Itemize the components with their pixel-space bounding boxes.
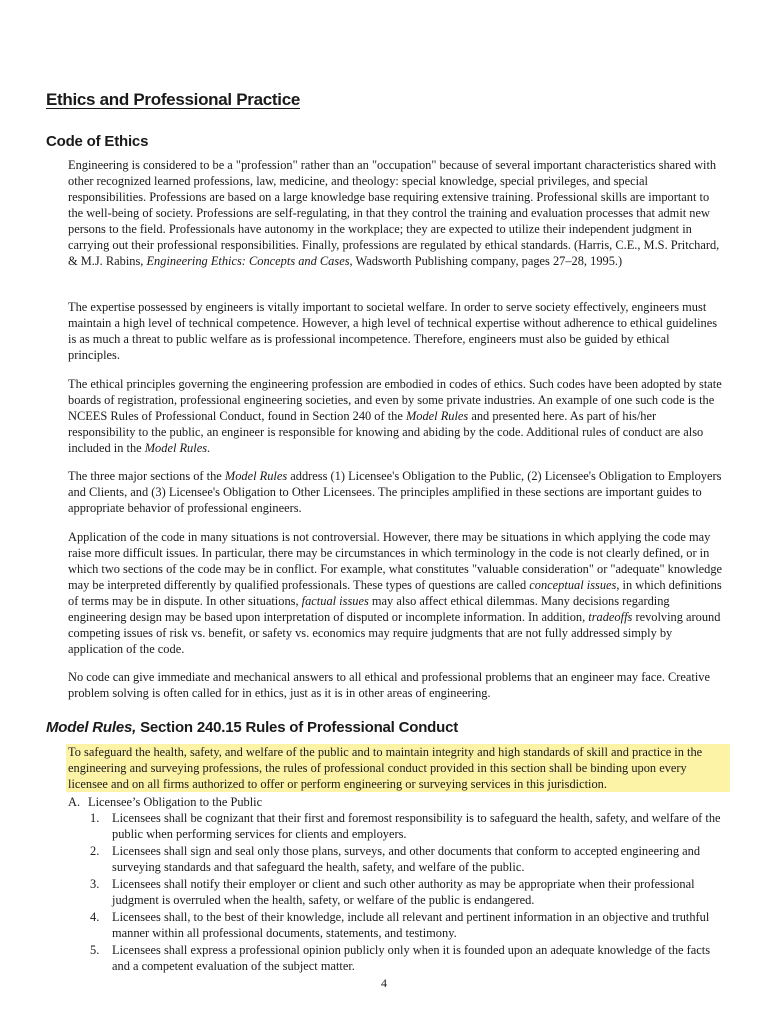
list-number: 4.	[90, 910, 100, 924]
heading-italic-part: Model Rules,	[46, 719, 137, 736]
section-heading-model-rules	[46, 719, 458, 736]
rules-list	[90, 810, 724, 975]
italic-term: tradeoffs	[588, 610, 633, 624]
subsection-letter: A.	[68, 795, 81, 809]
subsection-title: Licensee’s Obligation to the Public	[88, 795, 263, 809]
paragraph-text: Application of the code in many situations is not controversial. However, there may be situations in which applying the code may raise more difficult issues. In particular, there may be circumstances in which terminology in the code is not clearly defined, or in which two sections of the code may be in conflict. For example, what constitutes "valuable consideration" or "adequate" knowledge may be interpreted differently by qualified professionals. These types of questions are called	[68, 530, 723, 592]
page-title: Ethics and Professional Practice	[46, 90, 300, 109]
paragraph-text: and presented here. As part of his/her responsibility to the public, an engineer is responsible for knowing and abiding by the code. Additional rules of conduct are also included in the	[68, 409, 704, 455]
section-heading-code-of-ethics: Code of Ethics	[46, 133, 149, 150]
paragraph-text: address (1) Licensee's Obligation to the Public, (2) Licensee's Obligation to Employers and Clients, and (3) Licensee's Obligation to Other Licensees. The principles amplified in these sections are important guides to appropriate behavior of professional engineers.	[68, 469, 722, 515]
list-item-text: Licensees shall be cognizant that their first and foremost responsibility is to safeguard the health, safety, and welfare of the public when performing services for clients and employers.	[112, 811, 721, 841]
list-item	[90, 843, 724, 875]
paragraph-text: The ethical principles governing the engineering profession are embodied in codes of ethics. Such codes have been adopted by state boards of registration, professional engineering societies, and even by some private industries. An example of one such code is the NCEES Rules of Professional Conduct, found in Section 240 of the	[68, 377, 722, 423]
list-item-text: Licensees shall express a professional opinion publicly only when it is founded upon an adequate knowledge of the facts and a competent evaluation of the subject matter.	[112, 943, 711, 973]
italic-citation: Engineering Ethics: Concepts and Cases,	[146, 254, 353, 268]
paragraph	[68, 468, 724, 516]
paragraph	[68, 376, 724, 456]
italic-term: Model Rules	[144, 441, 208, 455]
italic-term: Model Rules	[405, 409, 469, 423]
paragraph-text: Wadsworth Publishing company, pages 27–28, 1995.)	[352, 254, 623, 268]
page-number: 4	[381, 976, 387, 990]
list-item	[90, 942, 724, 974]
paragraph-text: revolving around competing issues of risk vs. benefit, or safety vs. economics may require judgments that are not fully addressed simply by application of the code.	[68, 610, 721, 656]
heading-text-part: Section 240.15 Rules of Professional Conduct	[136, 719, 459, 736]
paragraph-text: , in which definitions of terms may be in dispute. In other situations,	[68, 578, 722, 608]
list-item-text: Licensees shall, to the best of their knowledge, include all relevant and pertinent information in an objective and truthful manner within all professional documents, statements, and testimony.	[112, 910, 710, 940]
list-item	[90, 876, 724, 908]
paragraph: The expertise possessed by engineers is vitally important to societal welfare. In order to serve society effectively, engineers must maintain a high level of technical competence. However, a high level of technical expertise without adherence to ethical guidelines is as much a threat to public welfare as is professional incompetence. Therefore, engineers must also be guided by ethical principles.	[68, 300, 718, 362]
italic-term: conceptual issues	[529, 578, 617, 592]
paragraph-text: .	[207, 441, 211, 455]
list-number: 3.	[90, 877, 100, 891]
highlighted-paragraph: To safeguard the health, safety, and welfare of the public and to maintain integrity and high standards of skill and practice in the engineering and surveying professions, the rules of professional conduct provided in this section shall be binding upon every licensee and on all firms authorized to offer or perform engineering or surveying services in this jurisdiction.	[66, 744, 730, 792]
list-number: 2.	[90, 844, 100, 858]
paragraph-text: may also affect ethical dilemmas. Many decisions regarding engineering design may be based upon interpretation of disputed or incomplete information. In addition,	[68, 594, 670, 624]
paragraph-text: The three major sections of the	[68, 469, 225, 483]
italic-term: factual issues	[301, 594, 369, 608]
list-item	[90, 810, 724, 842]
list-item-text: Licensees shall notify their employer or client and such other authority as may be appropriate when their professional judgment is overruled when the health, safety, or welfare of the public is endangered.	[112, 877, 695, 907]
list-item-text: Licensees shall sign and seal only those plans, surveys, and other documents that conform to accepted engineering and surveying standards and that safeguard the health, safety, and welfare of the public.	[112, 844, 701, 874]
paragraph-text: Engineering is considered to be a "profession" rather than an "occupation" because of several important characteristics shared with other recognized learned professions, law, medicine, and theology: special knowledge, special privileges, and special responsibilities. Professions are based on a large knowledge base requiring extensive training. Professional skills are important to the well-being of society. Professions are self-regulating, in that they control the training and evaluation processes that admit new persons to the field. Professionals have autonomy in the workplace; they are expected to utilize their independent judgment in carrying out their professional responsibilities. Finally, professions are regulated by ethical standards. (Harris, C.E., M.S. Pritchard, & M.J. Rabins,	[68, 158, 720, 268]
paragraph: No code can give immediate and mechanical answers to all ethical and professional problems that an engineer may face. Creative problem solving is often called for in ethics, just as it is in other areas of engineering.	[68, 670, 710, 700]
list-item	[90, 909, 724, 941]
list-number: 5.	[90, 943, 100, 957]
paragraph	[68, 157, 724, 269]
list-number: 1.	[90, 811, 100, 825]
subsection-a-heading	[68, 794, 724, 810]
paragraph	[68, 529, 724, 657]
italic-term: Model Rules	[224, 469, 288, 483]
